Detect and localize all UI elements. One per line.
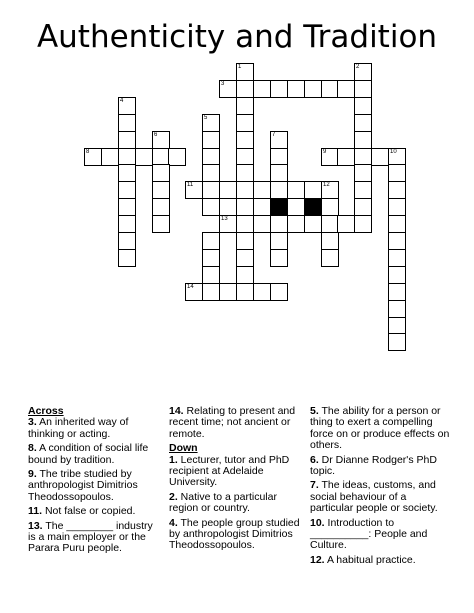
- grid-cell[interactable]: [236, 97, 254, 115]
- grid-cell[interactable]: [253, 283, 271, 301]
- clue-text: The people group studied by anthropologist Dimitrios Theodossopoulos.: [169, 516, 300, 552]
- grid-cell[interactable]: [337, 148, 355, 166]
- grid-cell[interactable]: [202, 198, 220, 216]
- black-square: [270, 198, 288, 216]
- clue-number: 9: [323, 149, 327, 155]
- grid-cell[interactable]: [287, 215, 305, 233]
- clues-column-3: [310, 406, 450, 569]
- grid-cell[interactable]: [118, 164, 136, 182]
- clue-number: 7: [272, 132, 276, 138]
- clue-number: 6: [154, 132, 158, 138]
- clue-number: 12: [323, 182, 330, 188]
- grid-cell[interactable]: [270, 164, 288, 182]
- grid-cell[interactable]: [270, 80, 288, 98]
- grid-cell[interactable]: [236, 114, 254, 132]
- grid-cell[interactable]: [202, 114, 220, 132]
- grid-cell[interactable]: [84, 148, 102, 166]
- clue-text: Native to a particular region or country.: [169, 490, 277, 515]
- clue-label: 7.: [310, 479, 319, 492]
- grid-cell[interactable]: [304, 80, 322, 98]
- grid-cell[interactable]: [118, 232, 136, 250]
- grid-cell[interactable]: [101, 148, 119, 166]
- grid-cell[interactable]: [287, 80, 305, 98]
- clue-label: 4.: [169, 516, 178, 529]
- clue-item: [310, 480, 450, 514]
- grid-cell[interactable]: [118, 181, 136, 199]
- grid-cell[interactable]: [168, 148, 186, 166]
- grid-cell[interactable]: [354, 97, 372, 115]
- grid-cell[interactable]: [236, 266, 254, 284]
- grid-cell[interactable]: [219, 283, 237, 301]
- clue-number: 13: [221, 216, 228, 222]
- grid-cell[interactable]: [152, 181, 170, 199]
- clue-item: [28, 443, 158, 466]
- grid-cell[interactable]: [152, 131, 170, 149]
- clue-text: The ________ industry is a main employer or the Parara Puru people.: [28, 519, 153, 555]
- grid-cell[interactable]: [202, 131, 220, 149]
- clue-text: A habitual practice.: [324, 553, 416, 566]
- page-title: Authenticity and Tradition: [36, 19, 438, 55]
- grid-cell[interactable]: [388, 181, 406, 199]
- clue-label: 13.: [28, 519, 43, 532]
- clue-text: Lecturer, tutor and PhD recipient at Adelaide University.: [169, 453, 290, 489]
- grid-cell[interactable]: [152, 164, 170, 182]
- grid-cell[interactable]: [202, 232, 220, 250]
- clue-label: 8.: [28, 442, 37, 455]
- grid-cell[interactable]: [202, 164, 220, 182]
- clue-item: [310, 455, 450, 478]
- clue-item: [169, 492, 305, 515]
- grid-cell[interactable]: [354, 215, 372, 233]
- clue-item: [310, 518, 450, 552]
- clue-text: Relating to present and recent time; not ancient or remote.: [169, 405, 296, 440]
- clues-column-2: [169, 406, 305, 555]
- grid-cell[interactable]: [118, 215, 136, 233]
- grid-cell[interactable]: [270, 215, 288, 233]
- grid-cell[interactable]: [321, 249, 339, 267]
- clue-label: 2.: [169, 490, 178, 503]
- clue-label: 6.: [310, 453, 319, 466]
- clue-item: [310, 555, 450, 566]
- grid-cell[interactable]: [118, 131, 136, 149]
- grid-cell[interactable]: [118, 198, 136, 216]
- grid-cell[interactable]: [202, 283, 220, 301]
- grid-cell[interactable]: [118, 114, 136, 132]
- grid-cell[interactable]: [354, 164, 372, 182]
- grid-cell[interactable]: [135, 148, 153, 166]
- grid-cell[interactable]: [219, 80, 237, 98]
- clue-label: 12.: [310, 553, 325, 566]
- clue-number: 14: [187, 284, 194, 290]
- grid-cell[interactable]: [270, 249, 288, 267]
- clue-label: 11.: [28, 505, 43, 518]
- grid-cell[interactable]: [354, 80, 372, 98]
- clue-number: 11: [187, 182, 194, 188]
- grid-cell[interactable]: [185, 181, 203, 199]
- grid-cell[interactable]: [270, 131, 288, 149]
- grid-cell[interactable]: [236, 283, 254, 301]
- grid-cell[interactable]: [337, 80, 355, 98]
- grid-cell[interactable]: [388, 164, 406, 182]
- grid-cell[interactable]: [236, 198, 254, 216]
- clue-section-heading: Down: [169, 442, 198, 455]
- clue-text: Not false or copied.: [42, 505, 136, 518]
- grid-cell[interactable]: [321, 181, 339, 199]
- clue-label: 9.: [28, 468, 37, 481]
- grid-cell[interactable]: [371, 148, 389, 166]
- grid-cell[interactable]: [118, 249, 136, 267]
- grid-cell[interactable]: [388, 232, 406, 250]
- grid-cell[interactable]: [270, 181, 288, 199]
- clue-item: [310, 406, 450, 452]
- grid-cell[interactable]: [236, 80, 254, 98]
- clue-number: 5: [204, 115, 208, 121]
- grid-cell[interactable]: [388, 215, 406, 233]
- clue-label: 10.: [310, 516, 325, 529]
- grid-cell[interactable]: [354, 131, 372, 149]
- clue-label: 1.: [169, 453, 178, 466]
- grid-cell[interactable]: [236, 131, 254, 149]
- clue-number: 4: [120, 98, 124, 104]
- clue-text: A condition of social life bound by tradition.: [28, 442, 149, 466]
- grid-cell[interactable]: [388, 300, 406, 318]
- grid-cell[interactable]: [388, 198, 406, 216]
- grid-cell[interactable]: [152, 198, 170, 216]
- grid-cell[interactable]: [354, 63, 372, 81]
- grid-cell[interactable]: [236, 164, 254, 182]
- grid-cell[interactable]: [304, 215, 322, 233]
- black-square: [304, 198, 322, 216]
- grid-cell[interactable]: [202, 266, 220, 284]
- clue-label: 5.: [310, 405, 319, 417]
- clue-item: [169, 406, 305, 440]
- clue-item: [169, 455, 305, 489]
- grid-cell[interactable]: [219, 181, 237, 199]
- clue-item: [28, 506, 158, 517]
- clue-text: The ideas, customs, and social behaviour of a particular people or society.: [310, 479, 438, 515]
- grid-cell[interactable]: [185, 283, 203, 301]
- grid-cell[interactable]: [388, 266, 406, 284]
- clue-label: 14.: [169, 405, 184, 417]
- clue-text: The tribe studied by anthropologist Dimitrios Theodossopoulos.: [28, 468, 138, 503]
- grid-cell[interactable]: [236, 63, 254, 81]
- clue-number: 2: [356, 64, 360, 70]
- grid-cell[interactable]: [219, 215, 237, 233]
- clue-item: [169, 518, 305, 552]
- clue-number: 1: [238, 64, 242, 70]
- grid-cell[interactable]: [152, 215, 170, 233]
- grid-cell[interactable]: [337, 215, 355, 233]
- grid-cell[interactable]: [287, 181, 305, 199]
- grid-cell[interactable]: [253, 181, 271, 199]
- grid-cell[interactable]: [354, 181, 372, 199]
- grid-cell[interactable]: [236, 249, 254, 267]
- grid-cell[interactable]: [270, 232, 288, 250]
- grid-cell[interactable]: [236, 232, 254, 250]
- grid-cell[interactable]: [304, 181, 322, 199]
- grid-cell[interactable]: [236, 181, 254, 199]
- clue-label: 3.: [28, 416, 37, 429]
- grid-cell[interactable]: [118, 97, 136, 115]
- clue-text: An inherited way of thinking or acting.: [28, 416, 129, 440]
- clue-text: Introduction to __________: People and Culture.: [310, 516, 428, 552]
- grid-cell[interactable]: [253, 80, 271, 98]
- clues-column-1: [28, 406, 158, 558]
- grid-cell[interactable]: [236, 215, 254, 233]
- grid-cell[interactable]: [253, 215, 271, 233]
- clue-text: Dr Dianne Rodger's PhD topic.: [310, 453, 437, 478]
- clue-number: 3: [221, 81, 225, 87]
- grid-cell[interactable]: [354, 114, 372, 132]
- clue-number: 8: [86, 149, 90, 155]
- grid-cell[interactable]: [202, 181, 220, 199]
- grid-cell[interactable]: [388, 333, 406, 351]
- grid-cell[interactable]: [202, 249, 220, 267]
- clue-number: 10: [390, 149, 397, 155]
- clue-item: [28, 417, 158, 440]
- grid-cell[interactable]: [354, 198, 372, 216]
- clue-item: [28, 521, 158, 555]
- clue-item: [28, 469, 158, 503]
- clue-text: The ability for a person or thing to exert a compelling force on or produce effects on others.: [310, 405, 450, 452]
- grid-cell[interactable]: [321, 198, 339, 216]
- clue-section-heading: Across: [28, 405, 64, 417]
- grid-cell[interactable]: [388, 283, 406, 301]
- grid-cell[interactable]: [270, 283, 288, 301]
- grid-cell[interactable]: [388, 249, 406, 267]
- grid-cell[interactable]: [321, 232, 339, 250]
